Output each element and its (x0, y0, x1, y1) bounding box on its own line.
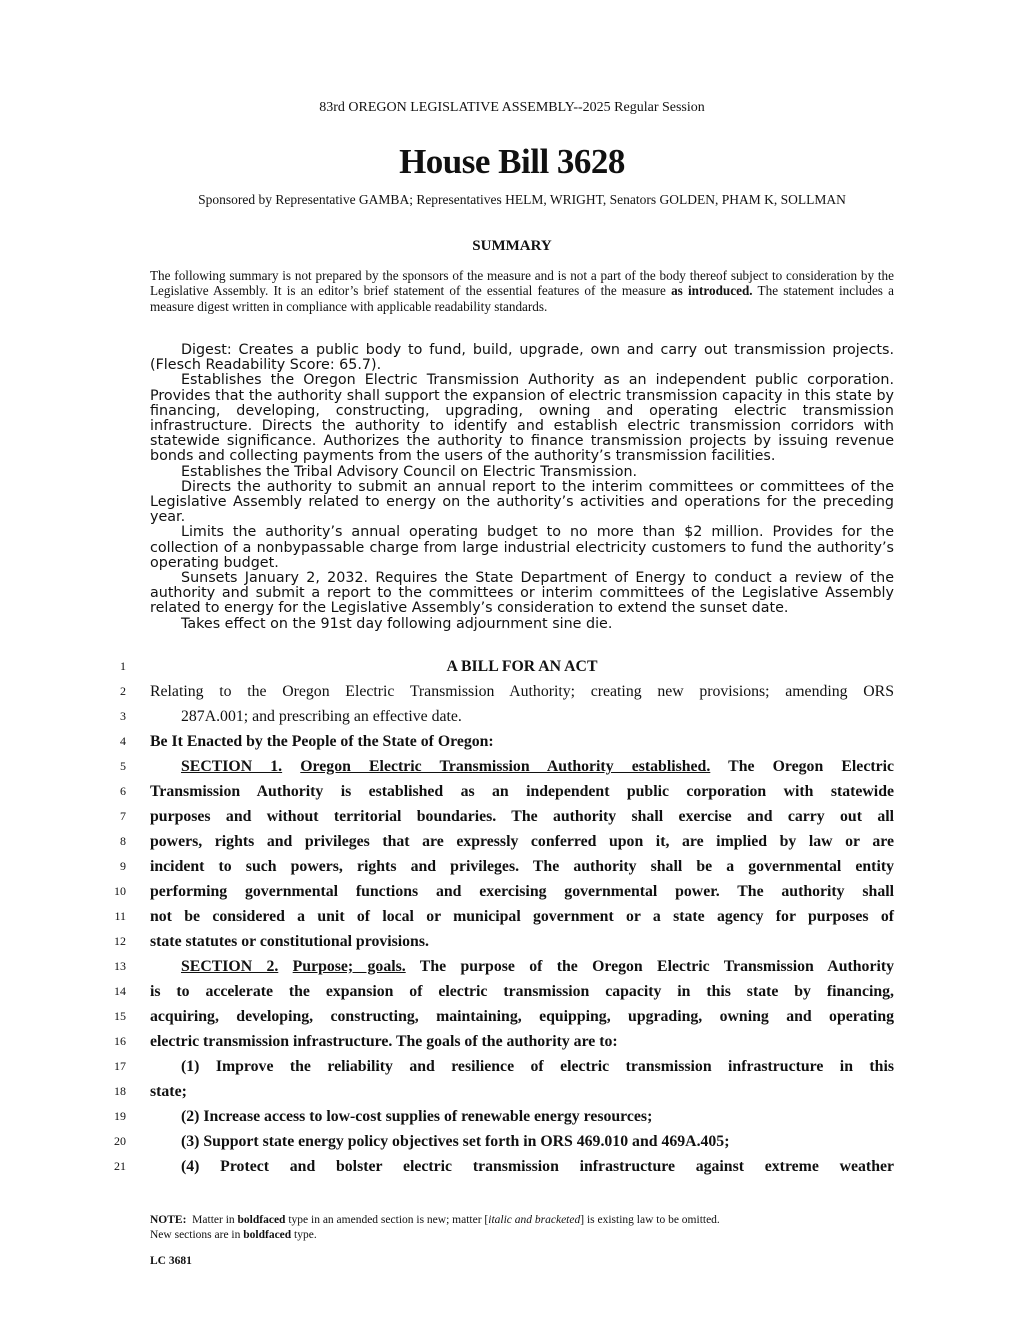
bill-line (0, 979, 1024, 1004)
digest-paragraph: Establishes the Tribal Advisory Council on Electric Transmission. (181, 463, 638, 480)
digest-paragraph: Takes effect on the 91st day following adjournment sine die. (181, 615, 613, 632)
section-text: purposes and without territorial boundaries. The authority shall exercise and carry out all (150, 808, 894, 825)
line-number: 12 (114, 934, 126, 948)
summary-text (150, 268, 894, 314)
session-header: 83rd OREGON LEGISLATIVE ASSEMBLY--2025 Regular Session (319, 100, 705, 115)
summary-heading: SUMMARY (472, 238, 552, 254)
relating-clause: Relating to the Oregon Electric Transmission Authority; creating new provisions; amending ORS (150, 683, 894, 700)
line-number: 13 (114, 959, 126, 973)
line-number: 10 (114, 884, 126, 898)
digest-paragraph: Limits the authority’s annual operating budget to no more than $2 million. Provides for the collection of a nonbypassable charge from large industrial electricity customers to fund the authority’s operating budget. (150, 524, 894, 571)
digest-paragraph: Directs the authority to submit an annual report to the interim committees or committees of the Legislative Assembly related to energy on the authority’s activities and operations for the preceding year. (150, 478, 894, 526)
relating-clause-cont: 287A.001; and prescribing an effective date. (181, 708, 462, 725)
measure-digest (150, 343, 894, 632)
goal-item: (4) Protect and bolster electric transmission infrastructure against extreme weather (181, 1158, 894, 1175)
bill-line (0, 829, 1024, 854)
section-text: electric transmission infrastructure. The goals of the authority are to: (150, 1033, 618, 1050)
bill-line (0, 779, 1024, 804)
note-text: New sections are in (150, 1229, 244, 1241)
line-number: 17 (114, 1059, 126, 1073)
section-text: incident to such powers, rights and privileges. The authority shall be a governmental entity (150, 858, 894, 875)
bill-line (0, 804, 1024, 829)
summary-text-bold: as introduced. (671, 283, 753, 299)
note-italic: italic and bracketed (488, 1214, 581, 1226)
bill-line (0, 679, 1024, 704)
section-text: powers, rights and privileges that are expressly conferred upon it, are implied by law or are (150, 833, 894, 850)
note-text: type in an amended section is new; matter [ (285, 1214, 489, 1226)
note-bold: boldfaced (237, 1214, 286, 1226)
line-number: 9 (120, 859, 126, 873)
note-label: NOTE: (150, 1214, 187, 1226)
summary-text-part: The statement includes a measure digest written in compliance with applicable readability standards. (150, 283, 894, 314)
line-number: 16 (114, 1034, 126, 1048)
section-1-start (150, 754, 894, 779)
bill-line (0, 1154, 1024, 1179)
section-text: acquiring, developing, constructing, maintaining, equipping, upgrading, owning and operating (150, 1008, 894, 1025)
note-bold: boldfaced (243, 1229, 292, 1241)
line-number: 6 (120, 784, 126, 798)
section-2-label: SECTION 2. (181, 958, 279, 975)
section-1-text: The Oregon Electric (728, 758, 895, 775)
section-text: not be considered a unit of local or municipal government or a state agency for purposes of (150, 908, 894, 925)
bill-line (0, 1104, 1024, 1129)
section-2-start (150, 954, 894, 979)
line-number: 4 (120, 734, 126, 748)
note-text: ] is existing law to be omitted. (580, 1214, 720, 1226)
digest-paragraph: Digest: Creates a public body to fund, build, upgrade, own and carry out transmission projects. (Flesch Readability Score: 65.7). (150, 342, 894, 374)
summary-text-part: The following summary is not prepared by the sponsors of the measure and is not a part of the body thereof subject to consideration by the Legislative Assembly. It is an editor’s brief statement of the essential features of the measure (150, 268, 894, 299)
lc-number: LC 3681 (150, 1255, 192, 1267)
bill-line (0, 854, 1024, 879)
section-text: Transmission Authority is established as an independent public corporation with statewide (150, 783, 894, 800)
section-text: performing governmental functions and exercising governmental power. The authority shall (150, 883, 894, 900)
bill-line (0, 1054, 1024, 1079)
bill-line (0, 929, 1024, 954)
goal-item: (1) Improve the reliability and resilience of electric transmission infrastructure in this (181, 1058, 894, 1075)
bill-line (0, 704, 1024, 729)
bill-line (0, 879, 1024, 904)
bill-line (0, 954, 1024, 979)
bill-title: House Bill 3628 (399, 142, 625, 181)
digest-paragraph: Establishes the Oregon Electric Transmission Authority as an independent public corporation. Provides that the authority shall support the expansion of electric transmission capacity in this state by financing, developing, constructing, upgrading, owning and operating electric transmission infrastructure. Directs the authority to identify and establish electric transmission corridors with statewide significance. Authorizes the authority to finance transmission projects by issuing revenue bonds and collecting payments from the users of the authority’s transmission facilities. (150, 372, 894, 465)
line-number: 1 (120, 659, 126, 673)
bill-line (0, 1129, 1024, 1154)
line-number: 2 (120, 684, 126, 698)
section-2-title: Purpose; goals. (292, 958, 406, 975)
line-number: 3 (120, 709, 126, 723)
section-1-title: Oregon Electric Transmission Authority established. (300, 758, 711, 775)
bill-line (0, 1029, 1024, 1054)
bill-line (0, 1004, 1024, 1029)
bill-line (0, 1079, 1024, 1104)
sponsors-line: Sponsored by Representative GAMBA; Representatives HELM, WRIGHT, Senators GOLDEN, PHAM K, SOLLMAN (198, 192, 846, 207)
goal-item: (3) Support state energy policy objectives set forth in ORS 469.010 and 469A.405; (181, 1133, 730, 1150)
line-number: 20 (114, 1134, 126, 1148)
section-1-label: SECTION 1. (181, 758, 283, 775)
line-number: 18 (114, 1084, 126, 1098)
bill-line (0, 754, 1024, 779)
line-number: 19 (114, 1109, 126, 1123)
footer-note (150, 1213, 894, 1243)
line-number: 14 (114, 984, 126, 998)
bill-body (0, 654, 1024, 1179)
line-number: 7 (120, 809, 126, 823)
line-number: 5 (120, 759, 126, 773)
bill-line (0, 654, 1024, 679)
line-number: 11 (114, 909, 126, 923)
section-2-text: The purpose of the Oregon Electric Transmission Authority (419, 958, 895, 975)
line-number: 21 (114, 1159, 126, 1173)
note-text: type. (291, 1229, 317, 1241)
enacting-clause: Be It Enacted by the People of the State of Oregon: (150, 733, 494, 750)
digest-paragraph: Sunsets January 2, 2032. Requires the State Department of Energy to conduct a review of the authority and submit a report to the committees or interim committees of the Legislative Assembly related to energy for the Legislative Assembly’s consideration to extend the sunset date. (150, 570, 894, 617)
line-number: 8 (120, 834, 126, 848)
line-number: 15 (114, 1009, 126, 1023)
goal-item: (2) Increase access to low-cost supplies of renewable energy resources; (181, 1108, 653, 1125)
bill-line (0, 904, 1024, 929)
section-text: is to accelerate the expansion of electric transmission capacity in this state by financing, (150, 983, 894, 1000)
bill-heading: A BILL FOR AN ACT (446, 658, 598, 675)
section-text: state statutes or constitutional provisions. (150, 933, 429, 950)
bill-line (0, 729, 1024, 754)
note-text: Matter in (192, 1214, 238, 1226)
goal-item-cont: state; (150, 1083, 187, 1100)
